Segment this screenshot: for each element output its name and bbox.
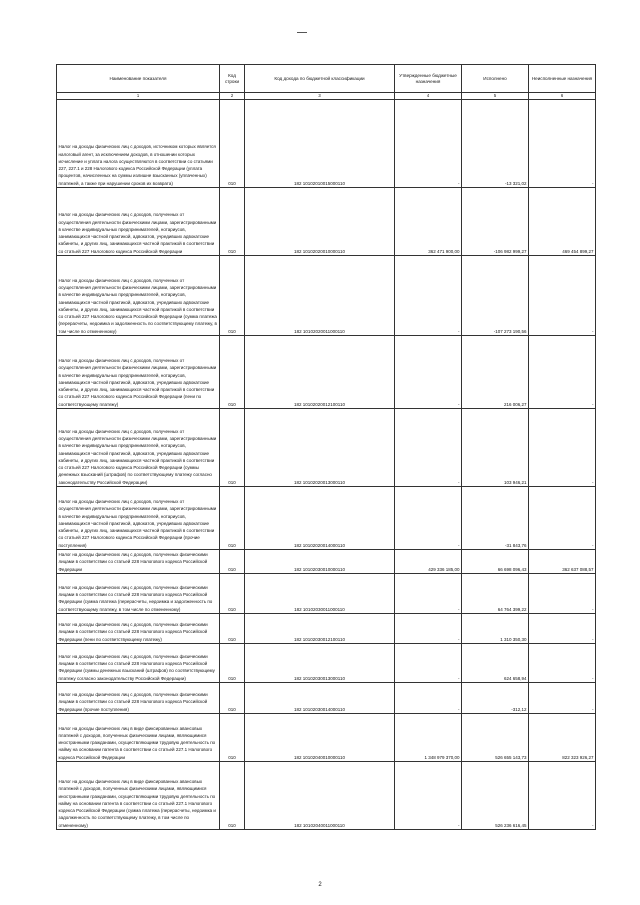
row-kbk: 182 10102020012100110 [245,336,395,409]
row-code: 010 [220,100,245,188]
row-code: 010 [220,714,245,762]
row-kbk: 182 10102010015000110 [245,100,395,188]
row-unexecuted: 362 637 088,57 [529,550,596,574]
table-row [57,683,596,714]
column-number: 2 [220,93,245,100]
row-approved: - [395,256,462,336]
table-row [57,714,596,762]
header-name: Наименование показателя [57,65,220,93]
column-number: 4 [395,93,462,100]
row-executed: -107 273 190,56 [462,256,529,336]
table-row [57,574,596,614]
row-unexecuted: - [529,256,596,336]
row-name: Налог на доходы физических лиц с доходов, полученных от осуществления деятельности физическими лицами, зарегистрированными в качестве индивидуальных предпринимателей, нотариусов, занимающихся частной практикой, адвокатов, учредивших адвокатские кабинеты, и других лиц, занимающихся частной практикой в соответствии со статьей 227 Налогового кодекса Российской Федерации [57,188,220,256]
row-unexecuted: - [529,683,596,714]
row-code: 010 [220,762,245,830]
row-unexecuted: - [529,336,596,409]
row-executed: 66 698 096,43 [462,550,529,574]
table-row [57,614,596,644]
row-unexecuted: - [529,409,596,487]
table-header-row [57,65,596,93]
row-name: Налог на доходы физических лиц с доходов, полученных от осуществления деятельности физическими лицами, зарегистрированными в качестве индивидуальных предпринимателей, нотариусов, занимающихся частной практикой, адвокатов, учредивших адвокатские кабинеты, и других лиц, занимающихся частной практикой в соответствии со статьей 227 Налогового кодекса Российской Федерации (пени по соответствующему платежу) [57,336,220,409]
row-kbk: 182 10102040011000110 [245,762,395,830]
row-approved: - [395,762,462,830]
row-kbk: 182 10102040010000110 [245,714,395,762]
row-approved: - [395,336,462,409]
table-row [57,409,596,487]
row-code: 010 [220,683,245,714]
row-approved: - [395,574,462,614]
column-number-row [57,93,596,100]
row-executed: 64 764 399,22 [462,574,529,614]
row-kbk: 182 10102030011000110 [245,574,395,614]
row-code: 010 [220,614,245,644]
row-executed: -31 843,76 [462,487,529,550]
page-number: 2 [318,882,322,888]
row-approved: - [395,644,462,683]
budget-revenue-table [56,64,596,830]
table-row [57,100,596,188]
row-name: Налог на доходы физических лиц с доходов, полученных физическими лицами в соответствии со статьей 228 Налогового кодекса Российской Федерации [57,550,220,574]
header-approved: Утвержденные бюджетные назначения [395,65,462,93]
row-unexecuted: - [529,487,596,550]
row-code: 010 [220,550,245,574]
row-code: 010 [220,336,245,409]
row-approved: - [395,487,462,550]
row-code: 010 [220,409,245,487]
row-kbk: 182 10102020010000110 [245,188,395,256]
row-unexecuted: 469 454 899,27 [529,188,596,256]
row-executed: 1 310 350,30 [462,614,529,644]
row-unexecuted: - [529,644,596,683]
row-unexecuted: - [529,614,596,644]
row-name: Налог на доходы физических лиц в виде фиксированных авансовых платежей с доходов, полученных физическими лицами, являющимися иностранными гражданами, осуществляющими трудовую деятельность по найму на основании патента в соответствии со статьей 227.1 Налогового кодекса Российской Федерации (сумма платежа (перерасчеты, недоимка и задолженность по соответствующему платежу, в том числе по отмененному) [57,762,220,830]
row-approved: - [395,100,462,188]
row-approved: 1 348 979 370,00 [395,714,462,762]
row-name: Налог на доходы физических лиц с доходов, полученных от осуществления деятельности физическими лицами, зарегистрированными в качестве индивидуальных предпринимателей, нотариусов, занимающихся частной практикой, адвокатов, учредивших адвокатские кабинеты, и других лиц, занимающихся частной практикой в соответствии со статьей 227 Налогового кодекса Российской Федерации (прочие поступления) [57,487,220,550]
row-name: Налог на доходы физических лиц с доходов, полученных от осуществления деятельности физическими лицами, зарегистрированными в качестве индивидуальных предпринимателей, нотариусов, занимающихся частной практикой, адвокатов, учредивших адвокатские кабинеты, и других лиц, занимающихся частной практикой в соответствии со статьей 227 Налогового кодекса Российской Федерации (суммы денежных взысканий (штрафов) по соответствующему платежу согласно законодательству Российской Федерации) [57,409,220,487]
table-row [57,188,596,256]
header-kbk: Код дохода по бюджетной классификации [245,65,395,93]
row-executed: 216 006,27 [462,336,529,409]
row-kbk: 182 10102020011000110 [245,256,395,336]
row-unexecuted: 822 323 926,27 [529,714,596,762]
row-executed: -106 982 999,27 [462,188,529,256]
column-number: 5 [462,93,529,100]
row-approved: 429 336 185,00 [395,550,462,574]
header-code: Код строки [220,65,245,93]
row-approved: 362 471 900,00 [395,188,462,256]
row-name: Налог на доходы физических лиц с доходов, полученных от осуществления деятельности физическими лицами, зарегистрированными в качестве индивидуальных предпринимателей, нотариусов, занимающихся частной практикой, адвокатов, учредивших адвокатские кабинеты, и других лиц, занимающихся частной практикой в соответствии со статьей 227 Налогового кодекса Российской Федерации (сумма платежа (перерасчеты, недоимка и задолженность по соответствующему платежу, в том числе по отмененному) [57,256,220,336]
row-executed: -312,12 [462,683,529,714]
row-kbk: 182 10102020013000110 [245,409,395,487]
row-name: Налог на доходы физических лиц с доходов, полученных физическими лицами в соответствии со статьей 228 Налогового кодекса Российской Федерации (сумма платежа (перерасчеты, недоимка и задолженность по соответствующему платежу, в том числе по отмененному) [57,574,220,614]
row-kbk: 182 10102030010000110 [245,550,395,574]
row-name: Налог на доходы физических лиц с доходов, полученных физическими лицами в соответствии со статьей 228 Налогового кодекса Российской Федерации (прочие поступления) [57,683,220,714]
row-code: 010 [220,256,245,336]
row-name: Налог на доходы физических лиц с доходов, полученных физическими лицами в соответствии со статьей 228 Налогового кодекса Российской Федерации (пени по соответствующему платежу) [57,614,220,644]
table-row [57,487,596,550]
row-code: 010 [220,487,245,550]
row-code: 010 [220,574,245,614]
row-code: 010 [220,188,245,256]
row-unexecuted: - [529,574,596,614]
row-kbk: 182 10102030013000110 [245,644,395,683]
column-number: 6 [529,93,596,100]
row-code: 010 [220,644,245,683]
header-dash-mark [297,32,307,33]
row-executed: -13 321,02 [462,100,529,188]
column-number: 1 [57,93,220,100]
table-row [57,256,596,336]
row-kbk: 182 10102020014000110 [245,487,395,550]
column-number: 3 [245,93,395,100]
row-executed: 526 236 616,45 [462,762,529,830]
row-executed: 103 946,21 [462,409,529,487]
row-executed: 526 655 143,73 [462,714,529,762]
table-row [57,644,596,683]
header-unexecuted: Неисполненные назначения [529,65,596,93]
row-unexecuted: - [529,100,596,188]
row-kbk: 182 10102030014000110 [245,683,395,714]
row-name: Налог на доходы физических лиц в виде фиксированных авансовых платежей с доходов, полученных физическими лицами, являющимися иностранными гражданами, осуществляющими трудовую деятельность по найму на основании патента в соответствии со статьей 227.1 Налогового кодекса Российской Федерации [57,714,220,762]
table-row [57,762,596,830]
row-kbk: 182 10102030012100110 [245,614,395,644]
table-row [57,550,596,574]
table-row [57,336,596,409]
row-approved: - [395,409,462,487]
row-approved: - [395,683,462,714]
row-name: Налог на доходы физических лиц с доходов, полученных физическими лицами в соответствии со статьей 228 Налогового кодекса Российской Федерации (суммы денежных взысканий (штрафов) по соответствующему платежу согласно законодательству Российской Федерации) [57,644,220,683]
row-name: Налог на доходы физических лиц с доходов, источником которых является налоговый агент, за исключением доходов, в отношении которых исчисление и уплата налога осуществляются в соответствии со статьями 227, 227.1 и 228 Налогового кодекса Российской Федерации (уплата процентов, начисленных на суммы излишне взысканных (уплаченных) платежей, а также при нарушении сроков их возврата) [57,100,220,188]
row-approved: - [395,614,462,644]
row-executed: 624 658,94 [462,644,529,683]
header-executed: Исполнено [462,65,529,93]
row-unexecuted: - [529,762,596,830]
